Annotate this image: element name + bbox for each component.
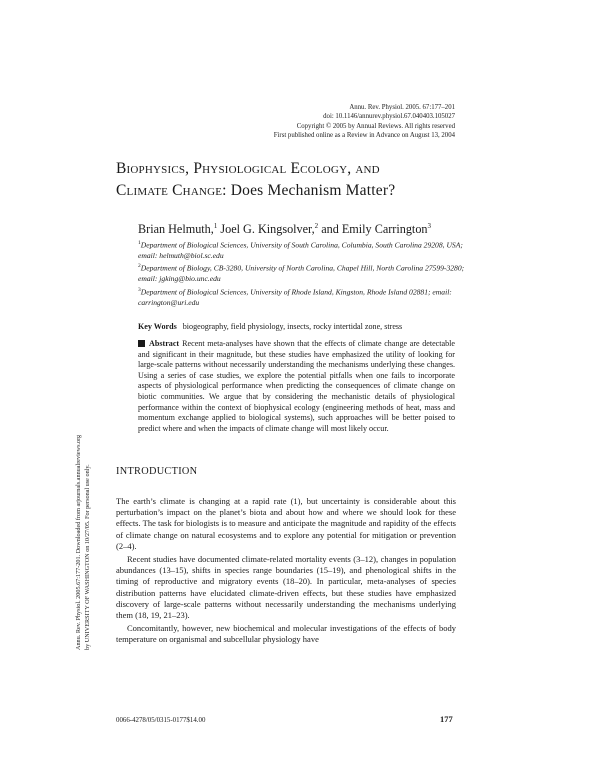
author-list xyxy=(138,222,431,237)
download-watermark xyxy=(74,250,91,650)
affiliation-2 xyxy=(138,261,468,284)
abstract xyxy=(138,339,455,434)
affiliation-3 xyxy=(138,285,468,308)
abstract-text: Recent meta-analyses have shown that the effects of climate change are detectable and significant in their magnitude, but these studies have emphasized the utility of looking for large-scale patterns without necessarily understanding the mechanisms underlying these changes. Using a series of case studies, we explore the potential pitfalls when one fails to incorporate aspects of physiological performance when predicting the consequences of climate change on biotic communities. We argue that by considering the mechanistic details of physiological performance within the context of biophysical ecology (engineering methods of heat, mass and momentum exchange applied to biological systems), such approaches will be better poised to predict where and when the impacts of climate change will most likely occur. xyxy=(138,339,455,433)
keywords-text: biogeography, field physiology, insects, rocky intertidal zone, stress xyxy=(182,322,403,331)
abstract-label: Abstract xyxy=(149,339,180,348)
doi[interactable]: doi: 10.1146/annurev.physiol.67.040403.105027 xyxy=(323,113,455,121)
keywords-label: Key Words xyxy=(138,322,177,331)
affiliation-2-text: Department of Biology, CB-3280, University of North Carolina, Chapel Hill, North Carolina 27599-3280; email: jgking@bio.unc.edu xyxy=(138,263,465,284)
article-title xyxy=(116,158,456,202)
affiliation-1-sup: 1 xyxy=(138,240,141,246)
page-number: 177 xyxy=(440,714,453,724)
paragraph: Recent studies have documented climate-related mortality events (3–12), changes in population abundances (13–15), shifts in species range boundaries (15–19), and phenological shifts in the timing of reproductive and migratory events (18–20). In particular, meta-analyses of species distribution patterns have elucidated climate-driven effects, but these studies have emphasized discovery of large-scale patterns without necessarily understanding the mechanisms underlying them (18, 19, 21–23). xyxy=(116,554,456,621)
copyright: Copyright © 2005 by Annual Reviews. All rights reserved xyxy=(296,122,455,130)
article-metadata xyxy=(274,103,455,141)
keywords xyxy=(138,322,402,331)
author-1-affil: 1 xyxy=(213,222,218,230)
journal-citation: Annu. Rev. Physiol. 2005. 67:177–201 xyxy=(349,104,455,111)
author-3-affil: 3 xyxy=(427,222,432,230)
square-bullet-icon xyxy=(138,340,145,347)
watermark-line-1: Annu. Rev. Physiol. 2005.67:177-201. Downloaded from arjournals.annualreviews.org xyxy=(75,434,82,650)
affiliation-3-text: Department of Biological Sciences, University of Rhode Island, Kingston, Rhode Island 02881; email: carrington@uri.edu xyxy=(138,287,452,307)
title-subtitle: Does Mechanism Matter? xyxy=(226,182,396,199)
issn-price: 0066-4278/05/0315-0177$14.00 xyxy=(116,717,206,724)
title-main: Climate Change: xyxy=(116,182,227,199)
affiliation-3-sup: 3 xyxy=(138,286,141,293)
paragraph: The earth’s climate is changing at a rapid rate (1), but uncertainty is considerable about this perturbation’s impact on the planet’s biota and about how and where we should look for these effects. The task for biologists is to measure and anticipate the magnitude and rapidity of the effects of climate change on natural ecosystems and to explore any potential for mitigation or prevention (2–4). xyxy=(116,496,456,551)
paragraph: Concomitantly, however, new biochemical and molecular investigations of the effects of body temperature on organismal and subcellular physiology have xyxy=(116,623,456,645)
affiliation-1-text: Department of Biological Sciences, University of South Carolina, Columbia, South Carolina 29208, USA; email: helmuth@biol.sc.edu xyxy=(138,240,463,260)
section-heading: INTRODUCTION xyxy=(116,466,198,477)
body-text xyxy=(116,496,456,648)
author-2: Joel G. Kingsolver, xyxy=(217,222,315,237)
affiliation-2-sup: 2 xyxy=(138,263,141,270)
author-1: Brian Helmuth, xyxy=(138,222,214,237)
author-2-affil: 2 xyxy=(314,222,319,230)
affiliation-1 xyxy=(138,238,468,261)
first-published: First published online as a Review in Advance on August 13, 2004 xyxy=(273,132,455,140)
title-line-2 xyxy=(116,180,456,202)
affiliations xyxy=(138,238,468,308)
author-3: and Emily Carrington xyxy=(318,222,428,237)
watermark-line-2: by UNIVERSITY OF WASHINGTON on 10/27/05. For personal use only. xyxy=(84,464,91,650)
title-line-1: Biophysics, Physiological Ecology, and xyxy=(116,160,380,177)
